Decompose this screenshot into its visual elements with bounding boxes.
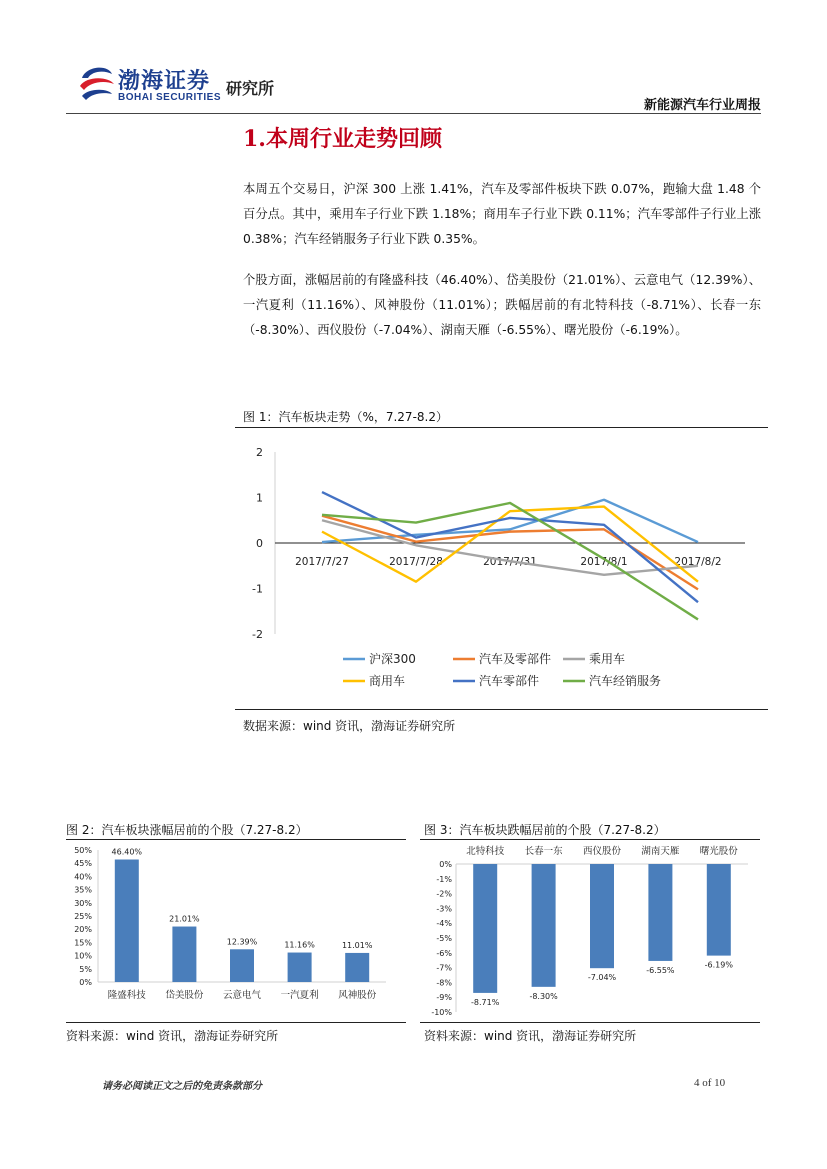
fig3-x-tick-label: 湖南天雁: [641, 846, 680, 857]
fig1-legend-label: 汽车经销服务: [589, 674, 662, 688]
fig3-y-tick-label: -3%: [436, 904, 452, 914]
fig2-y-tick-label: 40%: [74, 872, 92, 882]
paragraph-sector-performance: 本周五个交易日，沪深 300 上涨 1.41%，汽车及零部件板块下跌 0.07%，跑输大盘 1.48 个百分点。其中，乘用车子行业下跌 1.18%；商用车子行业下跌 0.11%；汽车零部件子行业上涨 0.38%；汽车经销服务子行业下跌 0.35%。: [243, 182, 761, 246]
fig3-data-label: -8.30%: [529, 991, 558, 1001]
fig2-top-rule: [66, 839, 406, 840]
fig2-y-tick-label: 0%: [79, 978, 92, 987]
fig2-y-tick-label: 15%: [74, 938, 92, 948]
fig2-y-tick-label: 5%: [79, 964, 92, 974]
fig2-y-tick-label: 50%: [74, 846, 92, 855]
fig3-bar: [532, 864, 556, 987]
fig3-data-label: -8.71%: [471, 997, 500, 1007]
fig1-legend-label: 乘用车: [589, 652, 626, 666]
fig3-data-label: -6.19%: [704, 960, 733, 970]
fig1-legend-label: 汽车及零部件: [479, 652, 552, 666]
fig3-top-rule: [420, 839, 760, 840]
fig2-y-tick-label: 20%: [74, 925, 92, 935]
fig1-series-line: [322, 492, 698, 602]
fig2-x-tick-label: 岱美股份: [165, 990, 204, 1001]
fig2-data-label: 11.16%: [284, 940, 315, 950]
fig3-x-tick-label: 长春一东: [524, 846, 563, 857]
fig2-bar: [172, 927, 196, 982]
fig1-line-chart: [235, 430, 768, 705]
fig2-data-label: 21.01%: [169, 914, 200, 924]
fig1-legend-label: 汽车零部件: [479, 674, 540, 688]
fig3-y-tick-label: -7%: [436, 963, 452, 973]
fig3-x-tick-label: 西仪股份: [582, 846, 622, 857]
fig2-data-label: 12.39%: [226, 937, 258, 947]
fig2-x-tick-label: 隆盛科技: [107, 990, 146, 1001]
paragraph-stock-performance: 个股方面，涨幅居前的有隆盛科技（46.40%）、岱美股份（21.01%）、云意电气（12.39%）、一汽夏利（11.16%）、风神股份（11.01%）；跌幅居前的有北特科技（-8.71%）、长春一东（-8.30%）、西仪股份（-7.04%）、湖南天雁（-6.55%）、曙光股份（-6.19%）。: [243, 273, 761, 337]
fig2-bar-chart: [66, 841, 406, 1019]
fig3-x-tick-label: 曙光股份: [699, 846, 738, 857]
fig3-y-tick-label: -8%: [436, 978, 452, 988]
fig3-y-tick-label: -6%: [436, 948, 452, 958]
fig3-bar: [648, 864, 672, 961]
logo-emblem-icon: [78, 62, 116, 106]
page-number: 4 of 10: [694, 1077, 726, 1089]
logo-english-name: BOHAI SECURITIES: [118, 92, 222, 103]
fig1-x-tick-label: 2017/7/28: [389, 556, 443, 568]
fig3-y-tick-label: -5%: [436, 934, 452, 943]
fig1-bottom-rule: [235, 709, 768, 710]
fig2-x-tick-label: 风神股份: [338, 990, 377, 1001]
fig3-y-tick-label: -10%: [431, 1008, 452, 1017]
fig1-x-tick-label: 2017/7/27: [295, 556, 349, 568]
fig1-x-tick-label: 2017/8/1: [580, 556, 628, 568]
fig1-series-line: [322, 516, 698, 590]
fig2-data-label: 46.40%: [111, 847, 143, 857]
fig2-y-tick-label: 30%: [74, 898, 92, 908]
fig1-x-tick-label: 2017/7/31: [483, 556, 537, 568]
fig1-legend-label: 沪深300: [369, 652, 416, 666]
fig2-caption: 图 2：汽车板块涨幅居前的个股（7.27-8.2）: [66, 823, 308, 837]
fig2-bar: [115, 860, 139, 982]
fig2-data-label: 11.01%: [341, 940, 373, 950]
fig1-source: 数据来源：wind 资讯，渤海证券研究所: [243, 719, 456, 733]
fig2-source: 资料来源：wind 资讯，渤海证券研究所: [66, 1029, 279, 1043]
fig2-y-tick-label: 25%: [74, 912, 92, 921]
fig3-bottom-rule: [420, 1022, 760, 1023]
fig1-legend-label: 商用车: [369, 674, 406, 688]
fig1-y-tick-label: 2: [256, 446, 263, 459]
fig3-bar: [473, 864, 497, 993]
fig3-y-tick-label: 0%: [439, 860, 452, 869]
fig3-y-tick-label: -9%: [436, 993, 452, 1003]
fig3-source: 资料来源：wind 资讯，渤海证券研究所: [424, 1029, 637, 1043]
company-logo: [78, 62, 298, 110]
fig1-y-tick-label: 0: [256, 537, 263, 550]
logo-institute: 研究所: [226, 79, 275, 98]
fig1-y-tick-label: -2: [252, 628, 263, 641]
fig3-bar: [707, 864, 731, 956]
fig3-y-tick-label: -2%: [436, 889, 452, 899]
fig1-caption: 图 1：汽车板块走势（%，7.27-8.2）: [243, 410, 448, 424]
fig1-y-tick-label: 1: [256, 491, 263, 505]
fig2-bottom-rule: [66, 1022, 406, 1023]
fig3-data-label: -7.04%: [587, 973, 617, 983]
fig2-bar: [345, 953, 369, 982]
footer-disclaimer: 请务必阅读正文之后的免责条款部分: [102, 1081, 262, 1092]
fig3-x-tick-label: 北特科技: [466, 846, 505, 857]
summary-paragraphs: [243, 177, 761, 343]
fig1-y-tick-label: -1: [252, 582, 263, 596]
report-title: 新能源汽车行业周报: [643, 98, 761, 113]
fig3-bar-chart: [420, 841, 760, 1019]
fig3-bar: [590, 864, 614, 968]
fig2-x-tick-label: 一汽夏利: [280, 990, 319, 1001]
fig3-y-tick-label: -4%: [436, 919, 452, 929]
fig2-bar: [230, 949, 254, 982]
fig1-top-rule: [235, 427, 768, 428]
fig3-data-label: -6.55%: [646, 965, 675, 975]
fig2-x-tick-label: 云意电气: [222, 990, 262, 1001]
fig1-x-tick-label: 2017/8/2: [674, 556, 722, 568]
fig3-caption: 图 3：汽车板块跌幅居前的个股（7.27-8.2）: [424, 823, 666, 837]
fig2-y-tick-label: 45%: [74, 859, 92, 869]
fig2-bar: [288, 953, 312, 982]
header-divider: [66, 113, 761, 114]
logo-chinese-name: 渤海证券: [118, 68, 211, 94]
section-title: 1.本周行业走势回顾: [243, 126, 442, 152]
fig2-y-tick-label: 35%: [74, 885, 92, 895]
fig2-y-tick-label: 10%: [74, 951, 92, 961]
fig3-y-tick-label: -1%: [436, 874, 452, 884]
